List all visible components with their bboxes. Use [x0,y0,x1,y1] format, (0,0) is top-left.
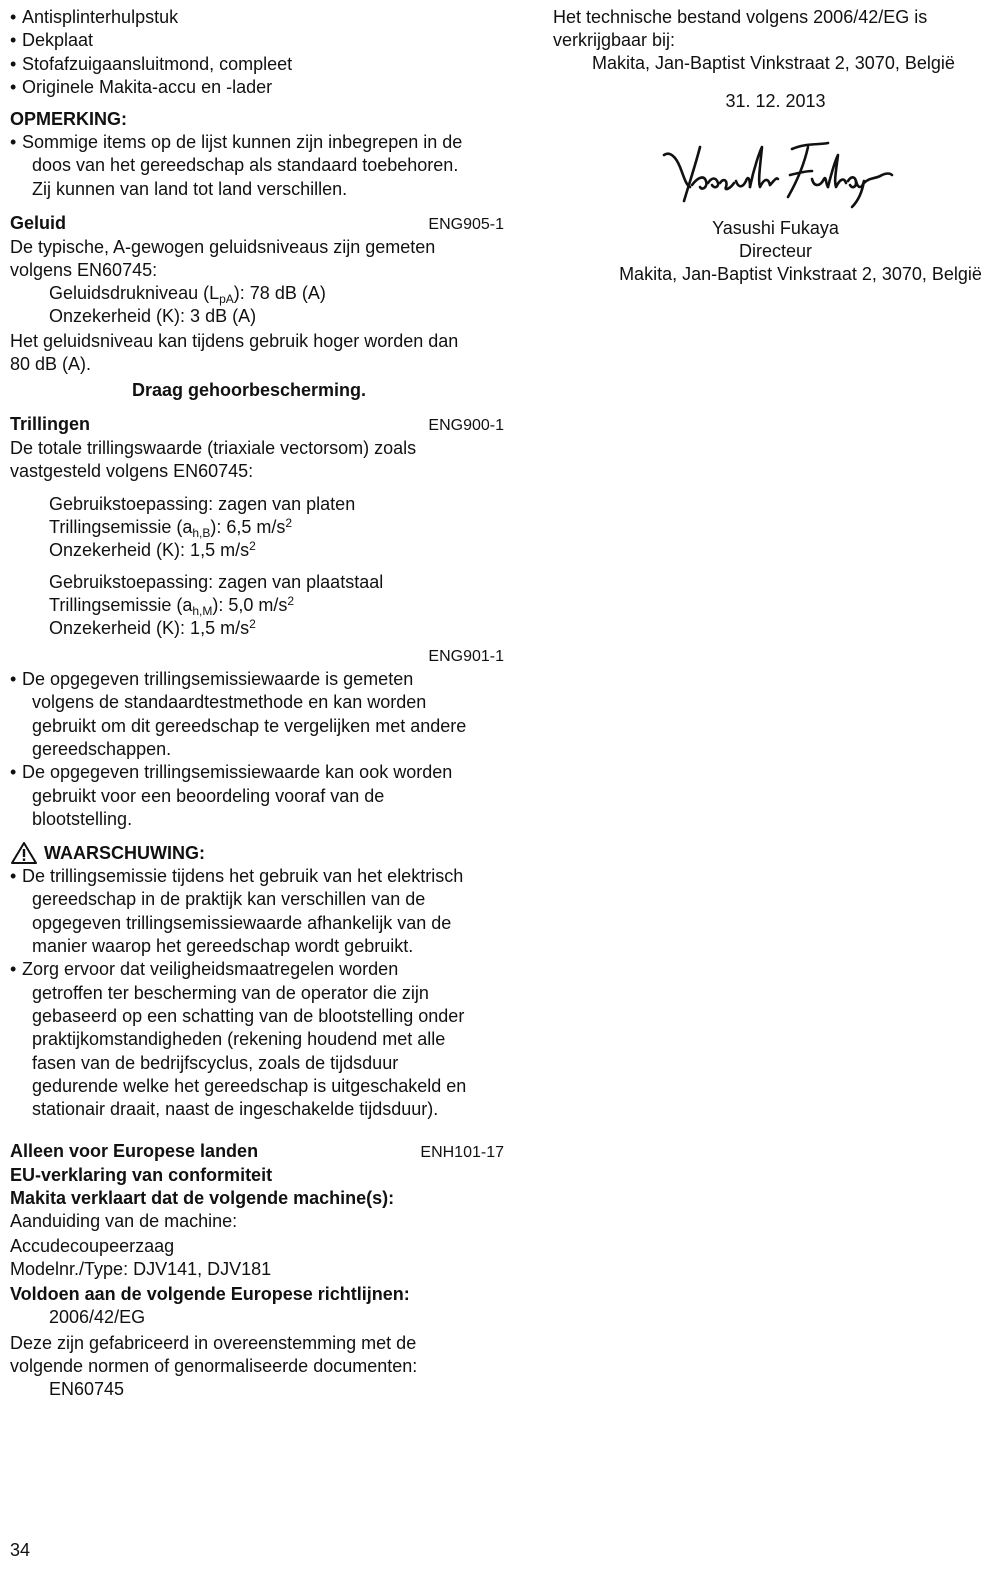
eng901-section [10,644,504,831]
section-title: Trillingen [10,414,91,435]
eu-heading [10,1140,504,1164]
paragraph-line: vastgesteld volgens EN60745: [10,461,254,482]
page-number: 34 [10,1540,31,1560]
paragraph-line: De typische, A-gewogen geluidsniveaus zijn gemeten [10,237,436,258]
noise-heading [10,212,504,236]
section-title: Alleen voor Europese landen [10,1141,259,1162]
bullet-text-line: gebaseerd op een schatting van de blootstelling onder [32,1005,465,1026]
warning-triangle-icon [10,841,38,865]
bullet-text-line: getroffen ter bescherming van de operator die zijn [32,982,429,1003]
directives-title: Voldoen aan de volgende Europese richtlijnen: [10,1284,410,1305]
note-section [10,108,504,201]
paragraph-line: Deze zijn gefabriceerd in overeenstemming met de [10,1333,417,1354]
sound-pressure-level: Geluidsdrukniveau $(L_{pA})$: 78 dB (A) [49,283,326,307]
paragraph-line: 80 dB (A). [10,354,92,375]
vibration-uncertainty: Onzekerheid (K): 1,5 $m/s^2$ [49,617,256,639]
reference-code: ENH101-17 [420,1144,504,1162]
signature-image [656,137,896,209]
directive: 2006/42/EG [49,1307,146,1328]
paragraph-line: De totale trillingswaarde (triaxiale vectorsom) zoals [10,438,417,459]
noise-uncertainty: Onzekerheid (K): 3 dB (A) [49,306,257,327]
accessory-list [10,6,504,99]
vibration-emission: Trillingsemissie $(a_{h,B})$: 6,5 $m/s^2$ [49,516,293,541]
reference-code: ENG905-1 [428,216,504,234]
model-number: Modelnr./Type: DJV141, DJV181 [10,1259,272,1280]
paragraph-line: Het geluidsniveau kan tijdens gebruik hoger worden dan [10,331,459,352]
signatory-role: Directeur [738,241,813,261]
bullet-text-line: gebruikt om dit gereedschap te vergelijken met andere [32,715,467,736]
bullet-text-line: stationair draait, naast de ingeschakelde tijdsduur). [32,1099,439,1120]
note-text-line: doos van het gereedschap als standaard toebehoren. [32,155,459,176]
bullet-text-line: praktijkomstandigheden (rekening houdend met alle [32,1029,446,1050]
hearing-protection-notice: Draag gehoorbescherming. [132,380,367,401]
right-column [553,6,998,286]
bullet-text-line: gereedschappen. [32,738,172,759]
bullet-text: • De opgegeven trillingsemissiewaarde is gemeten [10,669,414,690]
bullet-text-line: blootstelling. [32,808,133,829]
signatory-address: Makita, Jan-Baptist Vinkstraat 2, 3070, België [619,264,982,284]
eu-subtitle: EU-verklaring van conformiteit [10,1165,273,1186]
bullet-text-line: volgens de standaardtestmethode en kan worden [32,692,427,713]
bullet-text-line: gereedschap in de praktijk kan verschillen van de [32,889,426,910]
standard: EN60745 [49,1379,125,1400]
vibration-emission: Trillingsemissie $(a_{h,M})$: 5,0 $m/s^2$ [49,594,295,619]
note-title: OPMERKING: [10,109,127,130]
technical-file-line: Het technische bestand volgens 2006/42/EG is [553,7,928,27]
vibration-mode-2 [10,571,504,640]
eu-declaration-section [10,1140,504,1401]
list-item: • Originele Makita-accu en -lader [10,76,273,97]
left-column [10,6,504,1401]
bullet-text: • De trillingsemissie tijdens het gebruik van het elektrisch [10,866,464,887]
reference-code: ENG901-1 [428,648,504,666]
vibration-heading [10,413,504,437]
list-item: • Dekplaat [10,30,94,51]
bullet-text-line: fasen van de bedrijfscyclus, zoals de tijdsduur [32,1052,399,1073]
work-mode: Gebruikstoepassing: zagen van plaatstaal [49,572,384,593]
vibration-uncertainty: Onzekerheid (K): 1,5 $m/s^2$ [49,539,256,561]
bullet-text: • Zorg ervoor dat veiligheidsmaatregelen worden [10,959,399,980]
warning-heading [10,841,504,865]
signatory-name: Yasushi Fukaya [712,218,839,238]
technical-file-line: verkrijgbaar bij: [553,30,676,50]
warning-title: WAARSCHUWING: [44,842,205,863]
reference-code-row [10,644,504,668]
warning-section [10,841,504,1121]
paragraph-line: volgende normen of genormaliseerde documenten: [10,1356,418,1377]
work-mode: Gebruikstoepassing: zagen van platen [49,494,356,515]
machine-designation: Accudecoupeerzaag [10,1236,175,1257]
bullet-text-line: manier waarop het gereedschap wordt gebruikt. [32,936,414,957]
bullet-text-line: gedurende welke het gereedschap is uitgeschakeld en [32,1075,467,1096]
bullet-text: • De opgegeven trillingsemissiewaarde kan ook worden [10,762,453,783]
technical-file-address: Makita, Jan-Baptist Vinkstraat 2, 3070, België [592,53,955,73]
vibration-mode-1 [10,493,504,562]
declaration-date: 31. 12. 2013 [725,91,826,111]
noise-section [10,212,504,402]
bullet-text-line: opgegeven trillingsemissiewaarde afhankelijk van de [32,912,452,933]
note-text-line: Zij kunnen van land tot land verschillen. [32,178,348,199]
list-item: • Stofafzuigaansluitmond, compleet [10,53,293,74]
paragraph-line: volgens EN60745: [10,260,158,281]
eu-declares: Makita verklaart dat de volgende machine(s): [10,1188,395,1209]
note-text: • Sommige items op de lijst kunnen zijn inbegrepen in de [10,132,463,153]
section-title: Geluid [10,213,67,234]
designation-label: Aanduiding van de machine: [10,1211,238,1232]
bullet-text-line: gebruikt voor een beoordeling vooraf van de [32,785,385,806]
list-item: • Antisplinterhulpstuk [10,7,179,27]
vibration-section [10,413,504,640]
reference-code: ENG900-1 [428,417,504,435]
